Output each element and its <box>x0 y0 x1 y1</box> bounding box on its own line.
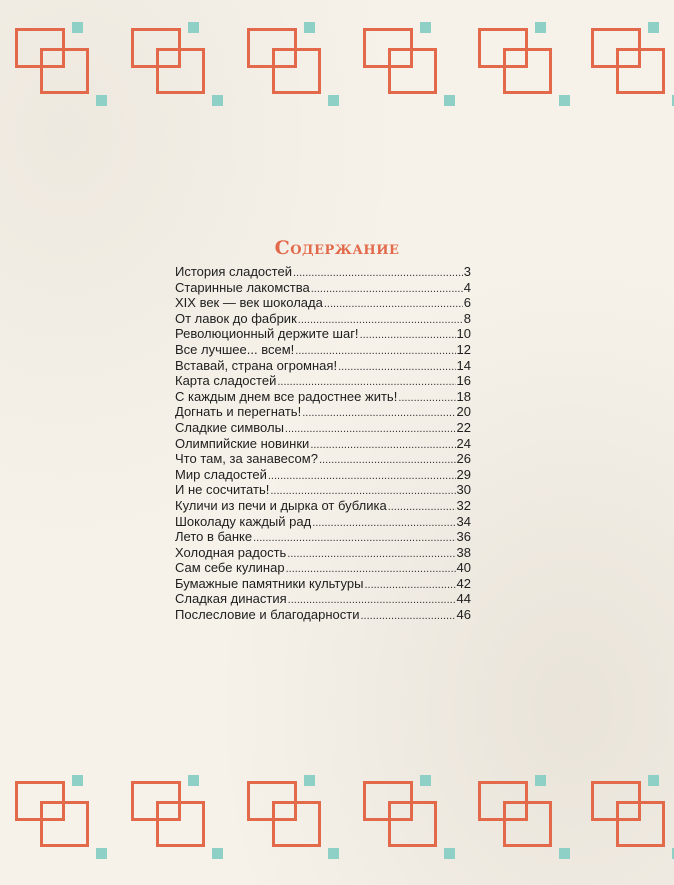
overlapping-squares-motif-icon <box>15 22 107 112</box>
toc-entry-page: 16 <box>456 373 471 389</box>
overlapping-squares-motif-icon <box>247 22 339 112</box>
toc-entry <box>175 451 471 467</box>
toc-entry-page: 20 <box>456 404 471 420</box>
toc-leader-dots <box>324 297 463 313</box>
toc-entry-page: 40 <box>456 560 471 576</box>
overlapping-squares-motif-icon <box>591 775 674 865</box>
toc-entry <box>175 326 471 342</box>
toc-entry-page: 10 <box>456 326 471 342</box>
toc-entry-page: 26 <box>456 451 471 467</box>
toc-entry-page: 32 <box>456 497 471 513</box>
overlapping-squares-motif-icon <box>363 22 455 112</box>
bottom-ornament-border <box>0 775 674 865</box>
toc-leader-dots <box>293 266 463 282</box>
overlapping-squares-motif-icon <box>363 775 455 865</box>
toc-leader-dots <box>302 406 455 422</box>
toc-entry-page: 3 <box>463 264 471 279</box>
toc-entry-title: Карта сладостей <box>175 373 277 389</box>
overlapping-squares-motif-icon <box>478 22 570 112</box>
toc-entry-page: 18 <box>456 388 471 404</box>
overlapping-squares-motif-icon <box>131 775 223 865</box>
toc-entry-title: Олимпийские новинки <box>175 435 310 451</box>
toc-entry-page: 22 <box>456 419 471 435</box>
page-title: Содержание <box>274 236 400 259</box>
toc-entry-title: Старинные лакомства <box>175 279 310 295</box>
toc-entry-title: Сладкие символы <box>175 419 284 435</box>
toc-entry <box>175 514 471 530</box>
toc-entry-page: 38 <box>456 544 471 560</box>
toc-entry-title: Сам себе кулинар <box>175 560 285 576</box>
toc-entry-title: С каждым днем все радостнее жить! <box>175 388 398 404</box>
toc-entry-page: 30 <box>456 482 471 498</box>
toc-entry-page: 8 <box>463 310 471 326</box>
toc-entry-page: 46 <box>456 607 471 623</box>
toc-entry-title: Шоколаду каждый рад <box>175 513 312 529</box>
toc-leader-dots <box>312 516 455 532</box>
overlapping-squares-motif-icon <box>591 22 674 112</box>
toc-entry <box>175 467 471 483</box>
toc-leader-dots <box>364 578 455 594</box>
toc-entry-title: И не сосчитать! <box>175 482 270 498</box>
toc-entry <box>175 498 471 514</box>
toc-entry <box>175 436 471 452</box>
overlapping-squares-motif-icon <box>478 775 570 865</box>
toc-entry-page: 36 <box>456 529 471 545</box>
overlapping-squares-motif-icon <box>15 775 107 865</box>
toc-leader-dots <box>285 422 456 438</box>
toc-entry-page: 42 <box>456 575 471 591</box>
toc-entry <box>175 373 471 389</box>
toc-entry-page: 29 <box>456 466 471 482</box>
toc-entry <box>175 389 471 405</box>
toc-entry <box>175 545 471 561</box>
toc-entry-title: Все лучшее... всем! <box>175 341 295 357</box>
toc-entry-title: От лавок до фабрик <box>175 310 297 326</box>
toc-entry <box>175 591 471 607</box>
overlapping-squares-motif-icon <box>247 775 339 865</box>
toc-entry <box>175 280 471 296</box>
toc-entry-title: Бумажные памятники культуры <box>175 575 364 591</box>
toc-leader-dots <box>268 469 456 485</box>
toc-entry-title: Сладкая династия <box>175 591 287 607</box>
table-of-contents <box>175 264 471 623</box>
toc-entry <box>175 358 471 374</box>
toc-leader-dots <box>287 547 455 563</box>
toc-entry <box>175 404 471 420</box>
toc-entry <box>175 264 471 280</box>
toc-entry-page: 12 <box>456 341 471 357</box>
toc-entry-page: 34 <box>456 513 471 529</box>
toc-leader-dots <box>360 328 456 344</box>
toc-leader-dots <box>398 391 455 407</box>
toc-leader-dots <box>310 438 455 454</box>
toc-entry-page: 44 <box>456 591 471 607</box>
toc-entry-page: 4 <box>463 279 471 295</box>
toc-entry-page: 24 <box>456 435 471 451</box>
toc-entry <box>175 342 471 358</box>
toc-leader-dots <box>360 609 455 625</box>
toc-entry <box>175 295 471 311</box>
toc-entry <box>175 607 471 623</box>
top-ornament-border <box>0 22 674 112</box>
overlapping-squares-motif-icon <box>131 22 223 112</box>
toc-entry <box>175 311 471 327</box>
toc-entry-title: Лето в банке <box>175 529 253 545</box>
toc-entry-title: Послесловие и благодарности <box>175 607 360 623</box>
toc-entry <box>175 529 471 545</box>
toc-entry-title: XIX век — век шоколада <box>175 295 323 311</box>
toc-entry-title: История сладостей <box>175 264 292 279</box>
toc-entry-page: 6 <box>463 295 471 311</box>
toc-entry-title: Революционный держите шаг! <box>175 326 359 342</box>
toc-leader-dots <box>338 360 455 376</box>
toc-entry-title: Догнать и перегнать! <box>175 404 302 420</box>
toc-entry <box>175 420 471 436</box>
toc-entry-title: Что там, за занавесом? <box>175 451 318 467</box>
toc-entry-title: Мир сладостей <box>175 466 267 482</box>
toc-entry-page: 14 <box>456 357 471 373</box>
toc-entry <box>175 560 471 576</box>
toc-entry-title: Куличи из печи и дырка от бублика <box>175 497 387 513</box>
toc-entry-title: Вставай, страна огромная! <box>175 357 338 373</box>
toc-leader-dots <box>388 500 456 516</box>
toc-entry <box>175 576 471 592</box>
toc-entry <box>175 482 471 498</box>
toc-leader-dots <box>311 282 463 298</box>
toc-entry-title: Холодная радость <box>175 544 287 560</box>
toc-leader-dots <box>319 453 456 469</box>
